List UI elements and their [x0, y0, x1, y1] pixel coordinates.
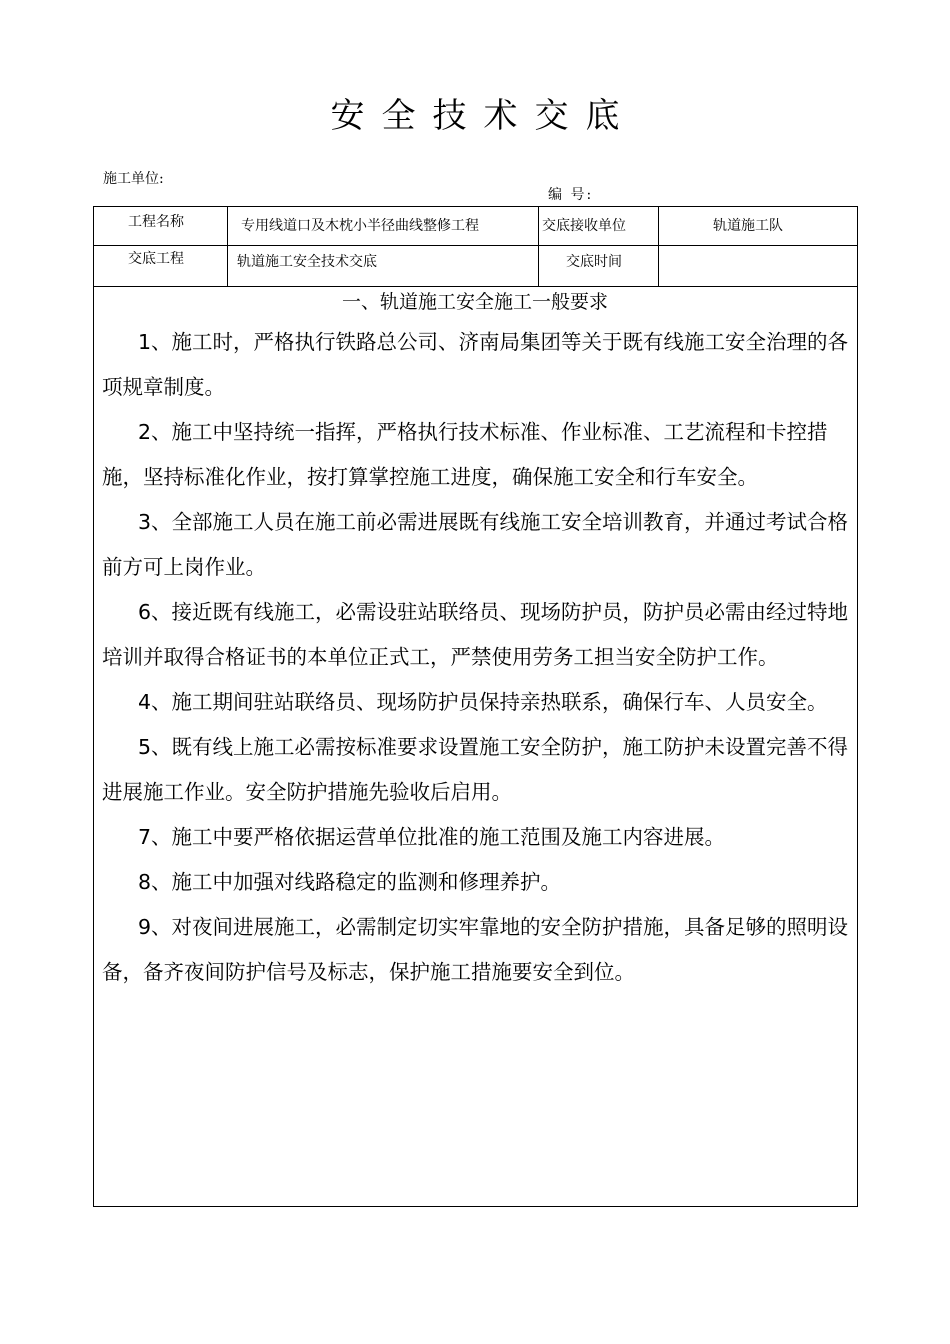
table-column-divider: [227, 206, 228, 286]
requirement-paragraph: 8、施工中加强对线路稳定的监测和修理养护。: [138, 870, 562, 894]
requirement-paragraph: 1、施工时，严格执行铁路总公司、济南局集团等关于既有线施工安全治理的各项规章制度。: [102, 330, 849, 399]
requirements-body: [102, 320, 854, 995]
requirement-paragraph: 5、既有线上施工必需按标准要求设置施工安全防护，施工防护未设置完善不得进展施工作业。安全防护措施先验收后启用。: [102, 735, 849, 804]
requirement-paragraph: 6、接近既有线施工，必需设驻站联络员、现场防护员，防护员必需由经过特地培训并取得合格证书的本单位正式工，严禁使用劳务工担当安全防护工作。: [102, 600, 849, 669]
receiving-unit-label: 交底接收单位: [542, 218, 626, 234]
receiving-unit-value: 轨道施工队: [713, 218, 783, 234]
disclosure-item-label: 交底工程: [128, 251, 184, 267]
section-heading: 一、轨道施工安全施工一般要求: [341, 291, 608, 313]
document-title: 安全技术交底: [330, 96, 637, 136]
requirement-paragraph: 3、全部施工人员在施工前必需进展既有线施工安全培训教育，并通过考试合格前方可上岗作业。: [102, 510, 849, 579]
table-row-divider: [93, 245, 858, 246]
table-column-divider: [658, 206, 659, 286]
construction-unit-label: 施工单位:: [103, 171, 164, 187]
project-name-value: 专用线道口及木枕小半径曲线整修工程: [241, 218, 479, 234]
requirement-paragraph: 9、对夜间进展施工，必需制定切实牢靠地的安全防护措施，具备足够的照明设备，备齐夜间防护信号及标志，保护施工措施要安全到位。: [102, 915, 849, 984]
disclosure-item-value: 轨道施工安全技术交底: [237, 254, 377, 270]
requirement-paragraph: 2、施工中坚持统一指挥，严格执行技术标准、作业标准、工艺流程和卡控措施，坚持标准化作业，按打算掌控施工进度，确保施工安全和行车安全。: [102, 420, 828, 489]
disclosure-time-label: 交底时间: [566, 254, 622, 270]
table-column-divider: [538, 206, 539, 286]
document-number-label: 编 号:: [548, 187, 594, 203]
requirement-paragraph: 7、施工中要严格依据运营单位批准的施工范围及施工内容进展。: [138, 825, 726, 849]
requirement-paragraph: 4、施工期间驻站联络员、现场防护员保持亲热联系，确保行车、人员安全。: [138, 690, 828, 714]
project-name-label: 工程名称: [128, 214, 184, 230]
